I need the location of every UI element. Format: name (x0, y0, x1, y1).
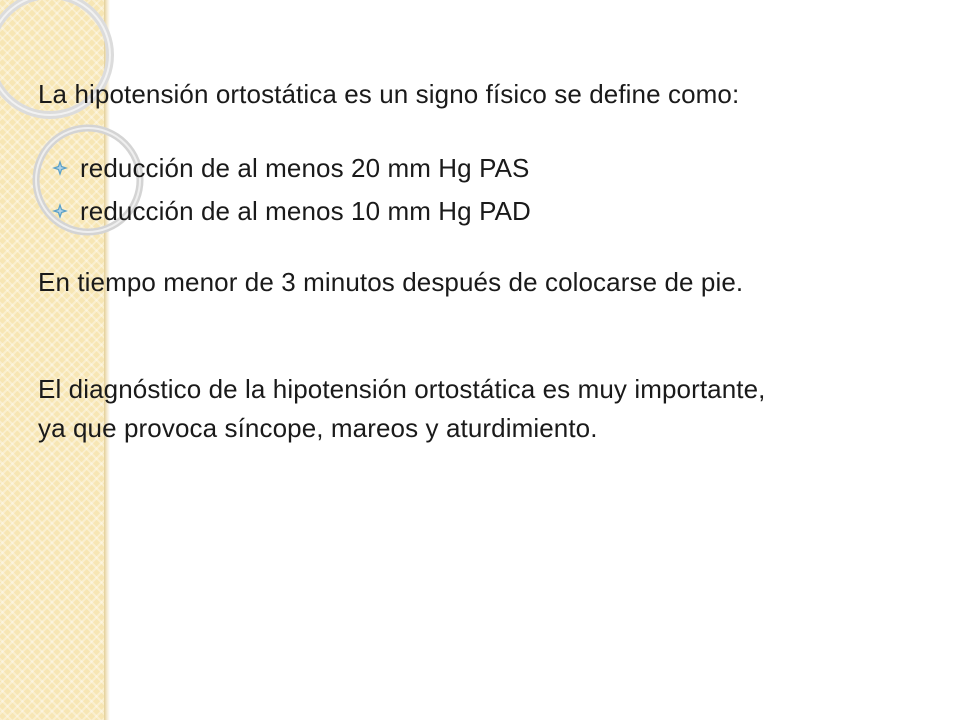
spacer (38, 298, 938, 370)
diamond-bullet-icon (50, 201, 70, 221)
list-item (38, 189, 938, 232)
diagnosis-paragraph (38, 370, 938, 448)
bullet-text: reducción de al menos 20 mm Hg PAS (80, 152, 530, 183)
diagnosis-line-2: ya que provoca síncope, mareos y aturdimiento. (38, 413, 598, 444)
bullet-text: reducción de al menos 10 mm Hg PAD (80, 195, 531, 226)
intro-text: La hipotensión ortostática es un signo físico se define como: (38, 79, 740, 109)
list-item (38, 146, 938, 189)
timing-text: En tiempo menor de 3 minutos después de colocarse de pie. (38, 267, 744, 298)
bullet-list (38, 146, 938, 232)
diamond-bullet-icon (50, 158, 70, 178)
slide-body (38, 78, 938, 448)
diagnosis-line-1: El diagnóstico de la hipotensión ortostática es muy importante, (38, 374, 766, 405)
